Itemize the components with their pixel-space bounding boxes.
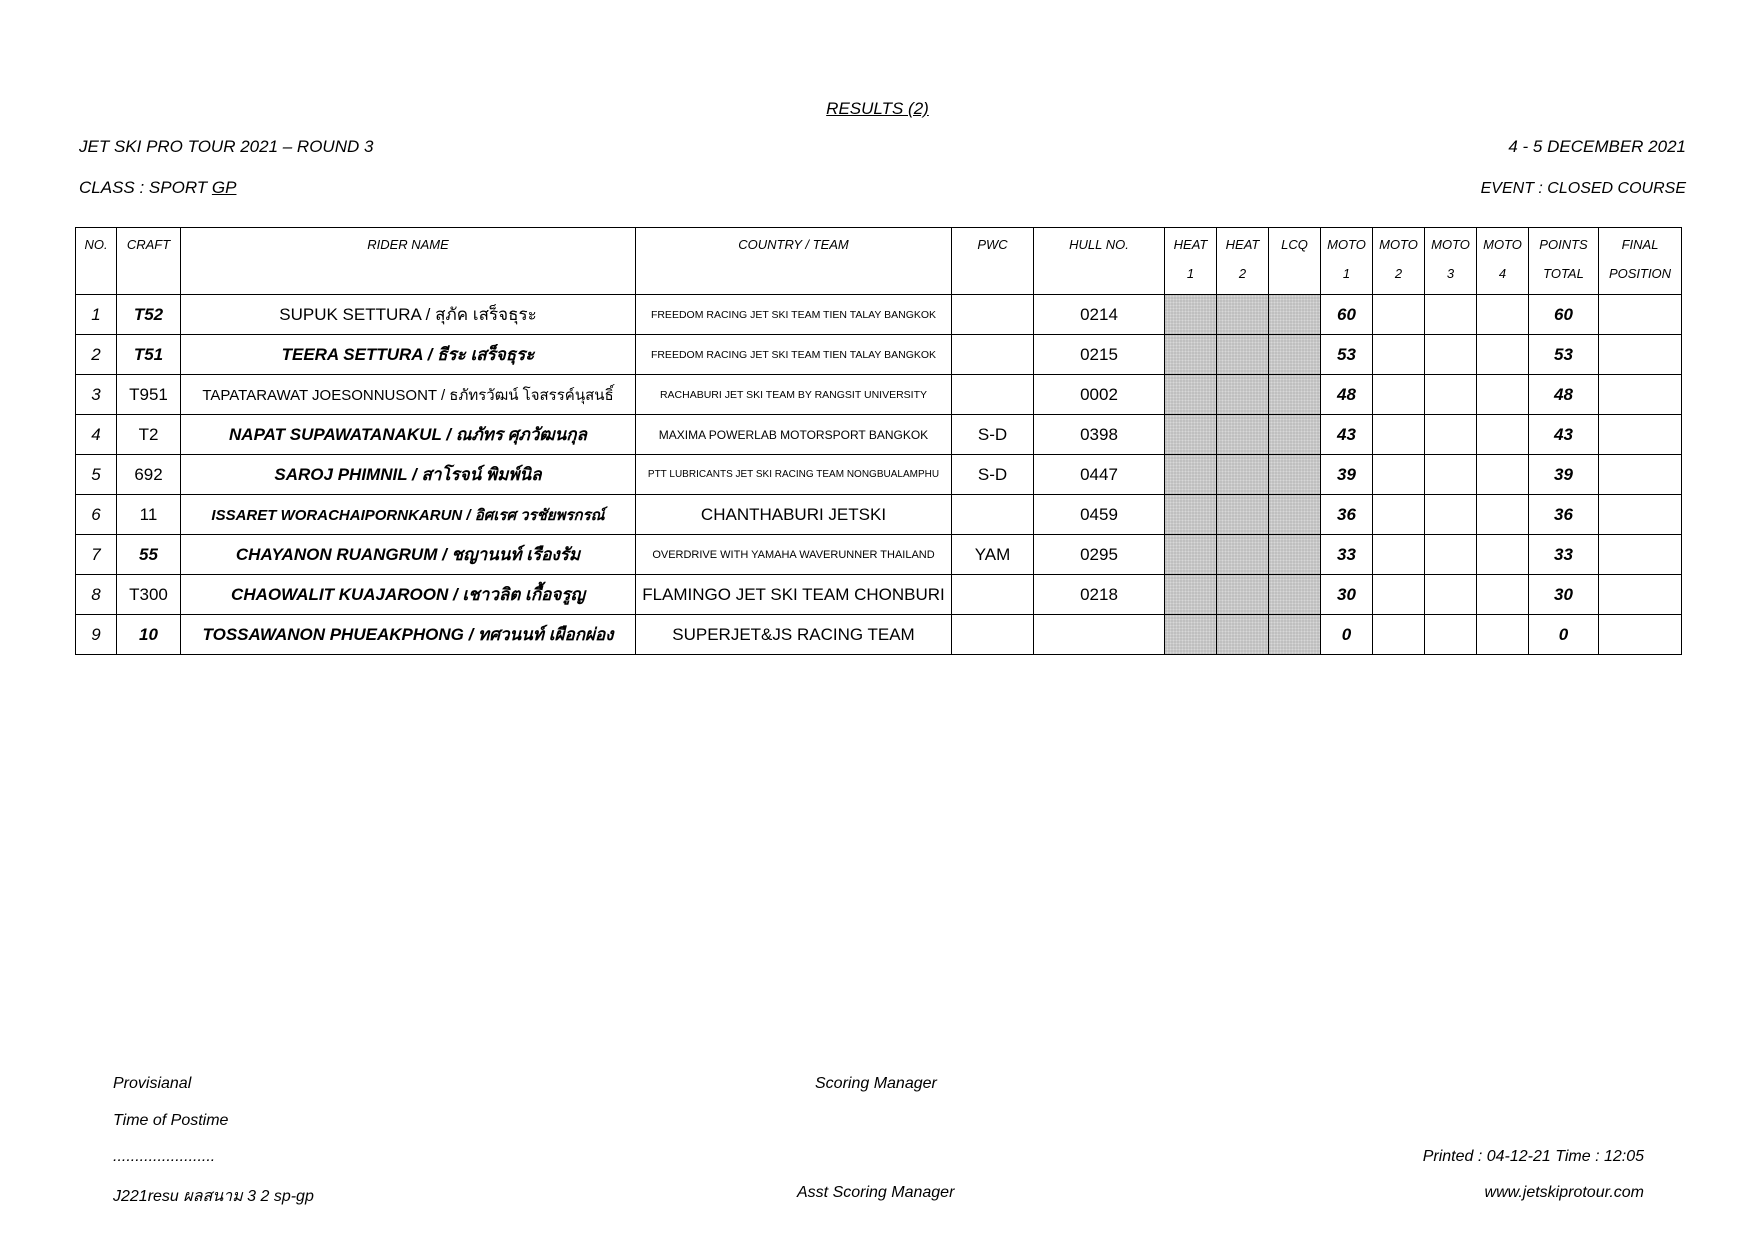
printed-timestamp: Printed : 04-12-21 Time : 12:05 <box>1422 1148 1644 1165</box>
cell-team: RACHABURI JET SKI TEAM BY RANGSIT UNIVERSITY <box>636 375 952 415</box>
cell-points-total: 33 <box>1529 535 1599 575</box>
cell-pwc: S-D <box>952 455 1034 495</box>
cell-team: SUPERJET&JS RACING TEAM <box>636 615 952 655</box>
cell-moto-3 <box>1425 375 1477 415</box>
cell-rider: CHAOWALIT KUAJAROON / เชาวลิต เกื้อจรูญ <box>181 575 636 615</box>
cell-lcq <box>1269 295 1321 335</box>
time-of-postime-label: Time of Postime <box>113 1112 229 1129</box>
cell-points-total: 48 <box>1529 375 1599 415</box>
table-row <box>76 375 1682 415</box>
cell-heat-1 <box>1165 615 1217 655</box>
cell-team: FLAMINGO JET SKI TEAM CHONBURI <box>636 575 952 615</box>
cell-moto-3 <box>1425 295 1477 335</box>
cell-heat-2 <box>1217 415 1269 455</box>
cell-moto-3 <box>1425 495 1477 535</box>
cell-moto-2 <box>1373 575 1425 615</box>
cell-pwc <box>952 335 1034 375</box>
cell-final-position <box>1599 335 1682 375</box>
cell-moto-1: 43 <box>1321 415 1373 455</box>
cell-moto-1: 36 <box>1321 495 1373 535</box>
cell-rider: TAPATARAWAT JOESONNUSONT / ธภัทรวัฒน์ โจสรรค์นุสนธิ์ <box>181 375 636 415</box>
cell-team: PTT LUBRICANTS JET SKI RACING TEAM NONGBUALAMPHU <box>636 455 952 495</box>
signature-dots: ....................... <box>113 1148 216 1165</box>
provisional-label: Provisianal <box>113 1075 192 1092</box>
cell-moto-1: 0 <box>1321 615 1373 655</box>
table-row <box>76 295 1682 335</box>
cell-rider: TEERA SETTURA / ธีระ เสร็จธุระ <box>181 335 636 375</box>
col-header-pwc: PWC <box>952 228 1034 295</box>
cell-no: 9 <box>76 615 117 655</box>
col-header-lcq: LCQ <box>1269 228 1321 295</box>
col-header-country-team: COUNTRY / TEAM <box>636 228 952 295</box>
cell-final-position <box>1599 415 1682 455</box>
cell-lcq <box>1269 615 1321 655</box>
cell-moto-3 <box>1425 615 1477 655</box>
cell-moto-3 <box>1425 455 1477 495</box>
col-header-final-position: FINAL POSITION <box>1599 228 1682 295</box>
cell-moto-2 <box>1373 455 1425 495</box>
cell-moto-4 <box>1477 295 1529 335</box>
col-header-no: NO. <box>76 228 117 295</box>
cell-points-total: 30 <box>1529 575 1599 615</box>
cell-final-position <box>1599 615 1682 655</box>
results-table <box>75 227 1682 655</box>
cell-moto-4 <box>1477 615 1529 655</box>
cell-moto-1: 39 <box>1321 455 1373 495</box>
cell-hull: 0215 <box>1034 335 1165 375</box>
col-header-points-total: POINTS TOTAL <box>1529 228 1599 295</box>
cell-lcq <box>1269 375 1321 415</box>
cell-team: FREEDOM RACING JET SKI TEAM TIEN TALAY BANGKOK <box>636 295 952 335</box>
cell-rider: TOSSAWANON PHUEAKPHONG / ทศวนนท์ เผือกผ่อง <box>181 615 636 655</box>
cell-moto-1: 30 <box>1321 575 1373 615</box>
cell-no: 1 <box>76 295 117 335</box>
cell-pwc: YAM <box>952 535 1034 575</box>
cell-final-position <box>1599 535 1682 575</box>
col-header-moto-1: MOTO 1 <box>1321 228 1373 295</box>
event-title: JET SKI PRO TOUR 2021 – ROUND 3 <box>79 137 374 156</box>
cell-heat-1 <box>1165 335 1217 375</box>
cell-moto-3 <box>1425 335 1477 375</box>
cell-heat-2 <box>1217 335 1269 375</box>
cell-no: 7 <box>76 535 117 575</box>
cell-craft: 692 <box>117 455 181 495</box>
cell-hull: 0218 <box>1034 575 1165 615</box>
cell-moto-1: 60 <box>1321 295 1373 335</box>
event-type: EVENT : CLOSED COURSE <box>1480 180 1686 197</box>
cell-points-total: 53 <box>1529 335 1599 375</box>
table-row <box>76 335 1682 375</box>
website-url: www.jetskiprotour.com <box>1484 1184 1644 1201</box>
file-reference: J221resu ผลสนาม 3 2 sp-gp <box>113 1188 314 1205</box>
cell-hull: 0398 <box>1034 415 1165 455</box>
cell-no: 3 <box>76 375 117 415</box>
event-dates: 4 - 5 DECEMBER 2021 <box>1508 137 1686 156</box>
cell-heat-1 <box>1165 295 1217 335</box>
col-header-moto-4: MOTO 4 <box>1477 228 1529 295</box>
col-header-hull-no: HULL NO. <box>1034 228 1165 295</box>
cell-moto-2 <box>1373 535 1425 575</box>
cell-final-position <box>1599 295 1682 335</box>
cell-pwc <box>952 295 1034 335</box>
cell-heat-1 <box>1165 415 1217 455</box>
cell-craft: T951 <box>117 375 181 415</box>
cell-moto-1: 33 <box>1321 535 1373 575</box>
cell-team: CHANTHABURI JETSKI <box>636 495 952 535</box>
cell-points-total: 39 <box>1529 455 1599 495</box>
cell-moto-3 <box>1425 415 1477 455</box>
cell-points-total: 36 <box>1529 495 1599 535</box>
cell-moto-2 <box>1373 495 1425 535</box>
cell-final-position <box>1599 375 1682 415</box>
scoring-manager-label: Scoring Manager <box>815 1075 937 1092</box>
cell-moto-4 <box>1477 495 1529 535</box>
cell-lcq <box>1269 535 1321 575</box>
cell-heat-2 <box>1217 495 1269 535</box>
col-header-heat-2: HEAT 2 <box>1217 228 1269 295</box>
cell-lcq <box>1269 495 1321 535</box>
cell-moto-2 <box>1373 335 1425 375</box>
cell-heat-1 <box>1165 495 1217 535</box>
cell-heat-1 <box>1165 455 1217 495</box>
cell-craft: 55 <box>117 535 181 575</box>
cell-heat-1 <box>1165 575 1217 615</box>
cell-team: MAXIMA POWERLAB MOTORSPORT BANGKOK <box>636 415 952 455</box>
cell-moto-2 <box>1373 295 1425 335</box>
cell-points-total: 60 <box>1529 295 1599 335</box>
cell-hull: 0214 <box>1034 295 1165 335</box>
cell-hull: 0002 <box>1034 375 1165 415</box>
col-header-moto-2: MOTO 2 <box>1373 228 1425 295</box>
cell-hull <box>1034 615 1165 655</box>
cell-pwc <box>952 375 1034 415</box>
cell-moto-4 <box>1477 575 1529 615</box>
cell-final-position <box>1599 455 1682 495</box>
cell-heat-2 <box>1217 535 1269 575</box>
cell-moto-3 <box>1425 575 1477 615</box>
document-title: RESULTS (2) <box>826 99 929 118</box>
class-line <box>79 178 236 198</box>
cell-craft: 11 <box>117 495 181 535</box>
cell-moto-3 <box>1425 535 1477 575</box>
cell-team: OVERDRIVE WITH YAMAHA WAVERUNNER THAILAND <box>636 535 952 575</box>
cell-moto-2 <box>1373 415 1425 455</box>
cell-lcq <box>1269 455 1321 495</box>
cell-heat-2 <box>1217 295 1269 335</box>
class-prefix: CLASS : SPORT <box>79 178 212 197</box>
cell-lcq <box>1269 415 1321 455</box>
cell-moto-4 <box>1477 335 1529 375</box>
cell-heat-1 <box>1165 375 1217 415</box>
cell-moto-4 <box>1477 375 1529 415</box>
asst-scoring-manager-label: Asst Scoring Manager <box>797 1184 955 1201</box>
cell-final-position <box>1599 575 1682 615</box>
col-header-moto-3: MOTO 3 <box>1425 228 1477 295</box>
cell-lcq <box>1269 335 1321 375</box>
cell-no: 5 <box>76 455 117 495</box>
col-header-heat-1: HEAT 1 <box>1165 228 1217 295</box>
cell-heat-2 <box>1217 615 1269 655</box>
cell-hull: 0447 <box>1034 455 1165 495</box>
cell-moto-1: 53 <box>1321 335 1373 375</box>
table-row <box>76 575 1682 615</box>
cell-moto-2 <box>1373 375 1425 415</box>
cell-moto-4 <box>1477 455 1529 495</box>
cell-rider: NAPAT SUPAWATANAKUL / ณภัทร ศุภวัฒนกุล <box>181 415 636 455</box>
table-row <box>76 615 1682 655</box>
table-header-row <box>76 228 1682 295</box>
cell-heat-1 <box>1165 535 1217 575</box>
table-row <box>76 455 1682 495</box>
cell-moto-4 <box>1477 535 1529 575</box>
col-header-craft: CRAFT <box>117 228 181 295</box>
cell-rider: CHAYANON RUANGRUM / ชญานนท์ เรืองรัม <box>181 535 636 575</box>
col-header-rider-name: RIDER NAME <box>181 228 636 295</box>
cell-craft: T2 <box>117 415 181 455</box>
cell-heat-2 <box>1217 575 1269 615</box>
table-row <box>76 535 1682 575</box>
cell-pwc <box>952 575 1034 615</box>
cell-final-position <box>1599 495 1682 535</box>
table-row <box>76 415 1682 455</box>
cell-team: FREEDOM RACING JET SKI TEAM TIEN TALAY BANGKOK <box>636 335 952 375</box>
cell-craft: 10 <box>117 615 181 655</box>
cell-no: 2 <box>76 335 117 375</box>
cell-craft: T51 <box>117 335 181 375</box>
cell-points-total: 43 <box>1529 415 1599 455</box>
cell-pwc <box>952 615 1034 655</box>
cell-rider: SAROJ PHIMNIL / สาโรจน์ พิมพ์นิล <box>181 455 636 495</box>
cell-no: 4 <box>76 415 117 455</box>
cell-moto-4 <box>1477 415 1529 455</box>
cell-rider: ISSARET WORACHAIPORNKARUN / อิศเรศ วรชัยพรกรณ์ <box>181 495 636 535</box>
cell-craft: T300 <box>117 575 181 615</box>
cell-moto-2 <box>1373 615 1425 655</box>
class-name: GP <box>211 178 237 197</box>
cell-heat-2 <box>1217 375 1269 415</box>
cell-heat-2 <box>1217 455 1269 495</box>
cell-moto-1: 48 <box>1321 375 1373 415</box>
cell-pwc <box>952 495 1034 535</box>
cell-craft: T52 <box>117 295 181 335</box>
table-row <box>76 495 1682 535</box>
cell-points-total: 0 <box>1529 615 1599 655</box>
cell-no: 6 <box>76 495 117 535</box>
cell-no: 8 <box>76 575 117 615</box>
cell-rider: SUPUK SETTURA / สุภัค เสร็จธุระ <box>181 295 636 335</box>
cell-lcq <box>1269 575 1321 615</box>
cell-hull: 0459 <box>1034 495 1165 535</box>
cell-pwc: S-D <box>952 415 1034 455</box>
cell-hull: 0295 <box>1034 535 1165 575</box>
